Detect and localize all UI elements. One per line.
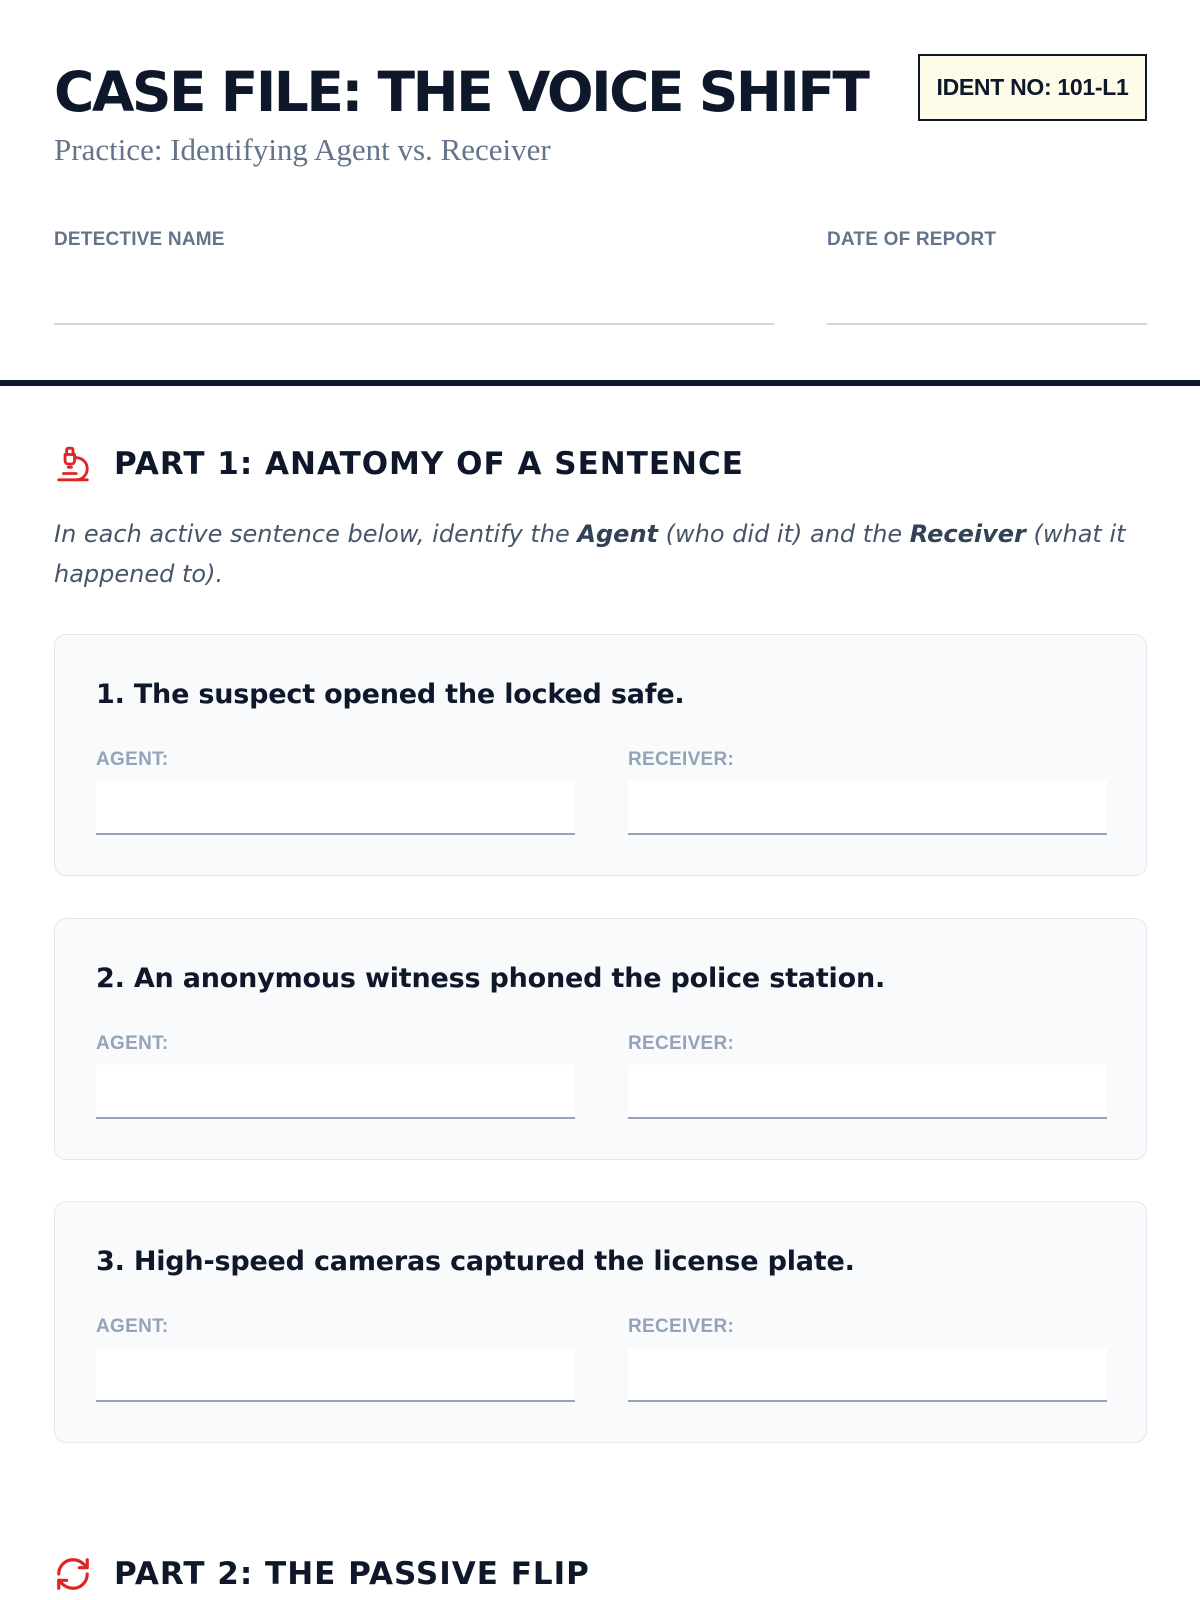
agent-input[interactable]: [96, 1065, 575, 1119]
instructions-text: (who did it) and the: [658, 520, 910, 548]
part1-title: PART 1: ANATOMY OF A SENTENCE: [114, 446, 744, 482]
receiver-input[interactable]: [628, 781, 1107, 835]
microscope-icon: [54, 445, 92, 483]
part2-heading: [54, 1552, 590, 1596]
section-divider: [0, 380, 1200, 386]
instructions-agent-term: Agent: [577, 520, 659, 548]
document-header: [54, 50, 1147, 170]
receiver-label: RECEIVER:: [628, 1316, 735, 1337]
question-sentence: 2. An anonymous witness phoned the police station.: [96, 963, 886, 994]
question-card: [54, 1201, 1147, 1443]
agent-input[interactable]: [96, 781, 575, 835]
agent-input[interactable]: [96, 1348, 575, 1402]
date-of-report-field[interactable]: [827, 323, 1147, 325]
question-sentence: 1. The suspect opened the locked safe.: [96, 679, 685, 710]
page-subtitle: Practice: Identifying Agent vs. Receiver: [54, 132, 551, 167]
detective-name-field[interactable]: [54, 323, 774, 325]
instructions-text: (what it happened to).: [54, 520, 1126, 588]
instructions-text: In each active sentence below, identify the: [54, 520, 578, 548]
page-title: CASE FILE: THE VOICE SHIFT: [54, 60, 868, 124]
ident-badge: IDENT NO: 101-L1: [918, 54, 1147, 121]
question-card: [54, 634, 1147, 876]
refresh-icon: [54, 1555, 92, 1593]
part1-instructions: [54, 514, 1154, 594]
receiver-label: RECEIVER:: [628, 1033, 735, 1054]
part2-title: PART 2: THE PASSIVE FLIP: [114, 1556, 590, 1592]
receiver-label: RECEIVER:: [628, 749, 735, 770]
date-of-report-label: DATE OF REPORT: [827, 229, 997, 250]
instructions-receiver-term: Receiver: [909, 520, 1026, 548]
receiver-input[interactable]: [628, 1348, 1107, 1402]
part1-heading: [54, 442, 744, 486]
agent-label: AGENT:: [96, 1316, 169, 1337]
agent-label: AGENT:: [96, 1033, 169, 1054]
question-sentence: 3. High-speed cameras captured the license plate.: [96, 1246, 855, 1277]
detective-name-label: DETECTIVE NAME: [54, 229, 225, 250]
receiver-input[interactable]: [628, 1065, 1107, 1119]
question-card: [54, 918, 1147, 1160]
agent-label: AGENT:: [96, 749, 169, 770]
